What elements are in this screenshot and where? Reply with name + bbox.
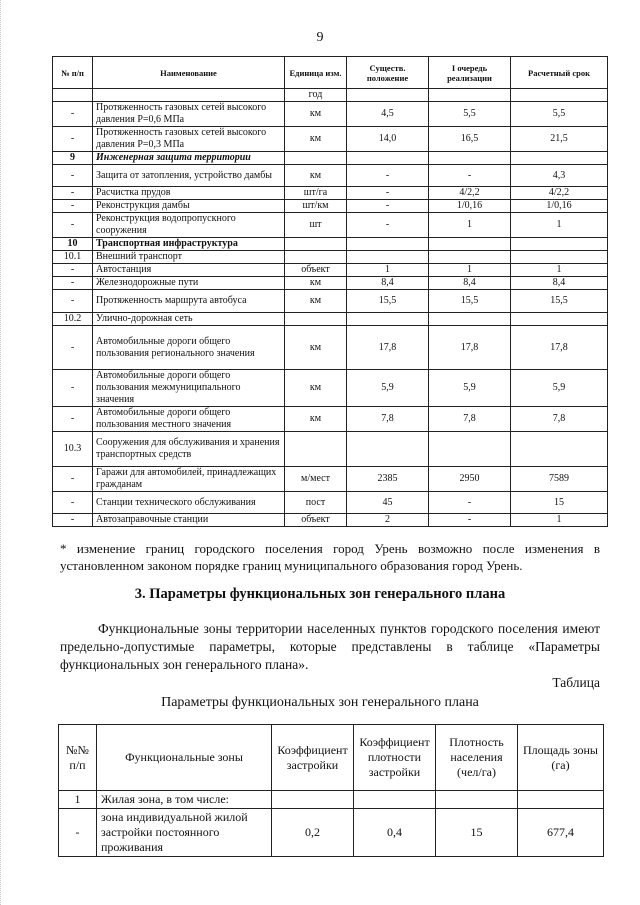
row-population-density: 15 (436, 809, 518, 857)
row-unit (285, 432, 347, 467)
row-name: Автомобильные дороги общего пользования межмуниципального значения (93, 370, 285, 407)
header-first-stage: I очередь реализации (429, 57, 511, 89)
row-first-stage (429, 238, 511, 251)
header-number: №№ п/п (59, 725, 97, 791)
row-name: Транспортная инфраструктура (93, 238, 285, 251)
row-first-stage: - (429, 492, 511, 514)
row-estimated-term: 7589 (511, 467, 608, 492)
row-unit: год (285, 89, 347, 102)
table-row (53, 127, 608, 152)
header-number: № п/п (53, 57, 93, 89)
row-estimated-term (511, 238, 608, 251)
row-density-coef: 0,4 (354, 809, 436, 857)
table-row (53, 277, 608, 290)
row-first-stage: 4/2,2 (429, 187, 511, 200)
row-estimated-term: 15,5 (511, 290, 608, 313)
row-number: - (53, 326, 93, 370)
table-row (53, 467, 608, 492)
table-row (59, 791, 604, 809)
row-number: 1 (59, 791, 97, 809)
row-unit: км (285, 127, 347, 152)
row-existing (347, 89, 429, 102)
table-row (53, 187, 608, 200)
row-estimated-term (511, 251, 608, 264)
row-number: - (53, 492, 93, 514)
row-unit (285, 251, 347, 264)
footnote: * изменение границ городского поселения город Урень возможно после изменения в установленном законом порядке границ муниципального образования город Урень. (60, 541, 600, 573)
row-number: - (53, 277, 93, 290)
table-label: Таблица (552, 675, 600, 690)
row-number: - (53, 213, 93, 238)
table-row (53, 407, 608, 432)
row-name: Протяженность маршрута автобуса (93, 290, 285, 313)
row-number: - (53, 514, 93, 527)
row-first-stage: 17,8 (429, 326, 511, 370)
row-unit (285, 238, 347, 251)
row-first-stage: 1 (429, 213, 511, 238)
row-unit: м/мест (285, 467, 347, 492)
row-existing: 1 (347, 264, 429, 277)
page-edge (0, 0, 3, 905)
row-first-stage: 8,4 (429, 277, 511, 290)
row-number: 9 (53, 152, 93, 165)
row-name: Автомобильные дороги общего пользования местного значения (93, 407, 285, 432)
row-number: - (59, 809, 97, 857)
row-unit: шт/га (285, 187, 347, 200)
row-estimated-term: 1 (511, 213, 608, 238)
row-name: Автозаправочные станции (93, 514, 285, 527)
header-zones: Функциональные зоны (97, 725, 272, 791)
row-existing: 4,5 (347, 102, 429, 127)
row-density-coef (354, 791, 436, 809)
row-estimated-term: 4,3 (511, 165, 608, 187)
section-title: 3. Параметры функциональных зон генерального плана (134, 586, 506, 602)
table-caption: Параметры функциональных зон генерального плана (161, 695, 479, 710)
row-number: 10.2 (53, 313, 93, 326)
table-row (53, 264, 608, 277)
functional-zones-table (58, 724, 604, 857)
row-estimated-term: 15 (511, 492, 608, 514)
row-number: - (53, 407, 93, 432)
table-row (53, 370, 608, 407)
row-unit: км (285, 407, 347, 432)
row-estimated-term (511, 89, 608, 102)
table-row (53, 152, 608, 165)
row-existing (347, 313, 429, 326)
row-existing: 15,5 (347, 290, 429, 313)
row-existing: 8,4 (347, 277, 429, 290)
row-existing: - (347, 187, 429, 200)
row-number: - (53, 467, 93, 492)
row-number: - (53, 370, 93, 407)
row-first-stage (429, 89, 511, 102)
header-existing: Существ. положение (347, 57, 429, 89)
row-unit (285, 313, 347, 326)
row-population-density (436, 791, 518, 809)
table-row (53, 165, 608, 187)
header-population-density: Плотность населения (чел/га) (436, 725, 518, 791)
row-first-stage: - (429, 165, 511, 187)
row-number: - (53, 165, 93, 187)
row-unit: объект (285, 514, 347, 527)
row-name: Автомобильные дороги общего пользования регионального значения (93, 326, 285, 370)
row-unit: км (285, 102, 347, 127)
row-first-stage (429, 432, 511, 467)
table-header-row (53, 57, 608, 89)
header-density-coef: Коэффициент плотности застройки (354, 725, 436, 791)
row-existing: 2385 (347, 467, 429, 492)
row-unit: объект (285, 264, 347, 277)
table-row (59, 809, 604, 857)
page-number: 9 (316, 30, 324, 45)
header-build-coef: Коэффициент застройки (272, 725, 354, 791)
row-number: 10.3 (53, 432, 93, 467)
row-unit (285, 152, 347, 165)
row-build-coef: 0,2 (272, 809, 354, 857)
header-estimated-term: Расчетный срок (511, 57, 608, 89)
row-name: Защита от затопления, устройство дамбы (93, 165, 285, 187)
row-name: Протяженность газовых сетей высокого давления Р=0,6 МПа (93, 102, 285, 127)
row-existing: 5,9 (347, 370, 429, 407)
row-first-stage: 7,8 (429, 407, 511, 432)
row-first-stage (429, 313, 511, 326)
row-existing (347, 432, 429, 467)
row-existing: - (347, 165, 429, 187)
section-paragraph: Функциональные зоны территории населенных пунктов городского поселения имеют предельно-допустимые параметры, которые представлены в таблице «Параметры функциональных зон генерального плана». (60, 621, 600, 672)
row-first-stage: 5,5 (429, 102, 511, 127)
row-first-stage: 2950 (429, 467, 511, 492)
row-unit: шт (285, 213, 347, 238)
table-row (53, 89, 608, 102)
row-estimated-term: 7,8 (511, 407, 608, 432)
row-number: 10.1 (53, 251, 93, 264)
row-number: - (53, 264, 93, 277)
row-estimated-term (511, 152, 608, 165)
row-estimated-term: 1/0,16 (511, 200, 608, 213)
row-name: Реконструкция дамбы (93, 200, 285, 213)
row-zone-area: 677,4 (518, 809, 604, 857)
row-estimated-term (511, 313, 608, 326)
row-first-stage: 5,9 (429, 370, 511, 407)
row-first-stage: 15,5 (429, 290, 511, 313)
row-name: Внешний транспорт (93, 251, 285, 264)
row-number: - (53, 290, 93, 313)
row-estimated-term (511, 432, 608, 467)
row-estimated-term: 1 (511, 514, 608, 527)
header-unit: Единица изм. (285, 57, 347, 89)
row-name: Железнодорожные пути (93, 277, 285, 290)
row-estimated-term: 8,4 (511, 277, 608, 290)
row-name: Инженерная защита территории (93, 152, 285, 165)
row-estimated-term: 17,8 (511, 326, 608, 370)
row-estimated-term: 4/2,2 (511, 187, 608, 200)
row-estimated-term: 5,9 (511, 370, 608, 407)
row-number: - (53, 127, 93, 152)
row-existing: 17,8 (347, 326, 429, 370)
row-first-stage (429, 152, 511, 165)
row-existing: 45 (347, 492, 429, 514)
table-row (53, 514, 608, 527)
row-existing: - (347, 213, 429, 238)
table-row (53, 432, 608, 467)
row-number (53, 89, 93, 102)
row-existing: - (347, 200, 429, 213)
row-first-stage: - (429, 514, 511, 527)
row-name: Расчистка прудов (93, 187, 285, 200)
row-existing: 2 (347, 514, 429, 527)
table-row (53, 492, 608, 514)
row-name: Протяженность газовых сетей высокого давления Р=0,3 МПа (93, 127, 285, 152)
row-existing (347, 152, 429, 165)
header-zone-area: Площадь зоны (га) (518, 725, 604, 791)
row-unit: км (285, 326, 347, 370)
table-row (53, 213, 608, 238)
row-first-stage: 16,5 (429, 127, 511, 152)
row-name: Сооружения для обслуживания и хранения транспортных средств (93, 432, 285, 467)
row-name: Станции технического обслуживания (93, 492, 285, 514)
row-name: Улично-дорожная сеть (93, 313, 285, 326)
row-estimated-term: 5,5 (511, 102, 608, 127)
row-unit: пост (285, 492, 347, 514)
row-build-coef (272, 791, 354, 809)
row-estimated-term: 21,5 (511, 127, 608, 152)
table-row (53, 251, 608, 264)
table-row (53, 326, 608, 370)
row-existing: 7,8 (347, 407, 429, 432)
row-name (93, 89, 285, 102)
table-row (53, 200, 608, 213)
table-row (53, 313, 608, 326)
row-existing (347, 251, 429, 264)
row-first-stage: 1 (429, 264, 511, 277)
row-name: Реконструкция водопропускного сооружения (93, 213, 285, 238)
row-name: Гаражи для автомобилей, принадлежащих гражданам (93, 467, 285, 492)
row-zone: Жилая зона, в том числе: (97, 791, 272, 809)
row-zone: зона индивидуальной жилой застройки постоянного проживания (97, 809, 272, 857)
row-unit: км (285, 370, 347, 407)
table-row (53, 290, 608, 313)
row-unit: шт/км (285, 200, 347, 213)
header-name: Наименование (93, 57, 285, 89)
row-number: - (53, 187, 93, 200)
row-existing: 14,0 (347, 127, 429, 152)
infrastructure-table (52, 56, 608, 527)
row-unit: км (285, 290, 347, 313)
row-number: - (53, 102, 93, 127)
table-row (53, 238, 608, 251)
row-number: - (53, 200, 93, 213)
table-header-row (59, 725, 604, 791)
row-first-stage: 1/0,16 (429, 200, 511, 213)
row-name: Автостанция (93, 264, 285, 277)
row-estimated-term: 1 (511, 264, 608, 277)
row-existing (347, 238, 429, 251)
row-first-stage (429, 251, 511, 264)
row-unit: км (285, 277, 347, 290)
row-zone-area (518, 791, 604, 809)
row-unit: км (285, 165, 347, 187)
row-number: 10 (53, 238, 93, 251)
table-row (53, 102, 608, 127)
